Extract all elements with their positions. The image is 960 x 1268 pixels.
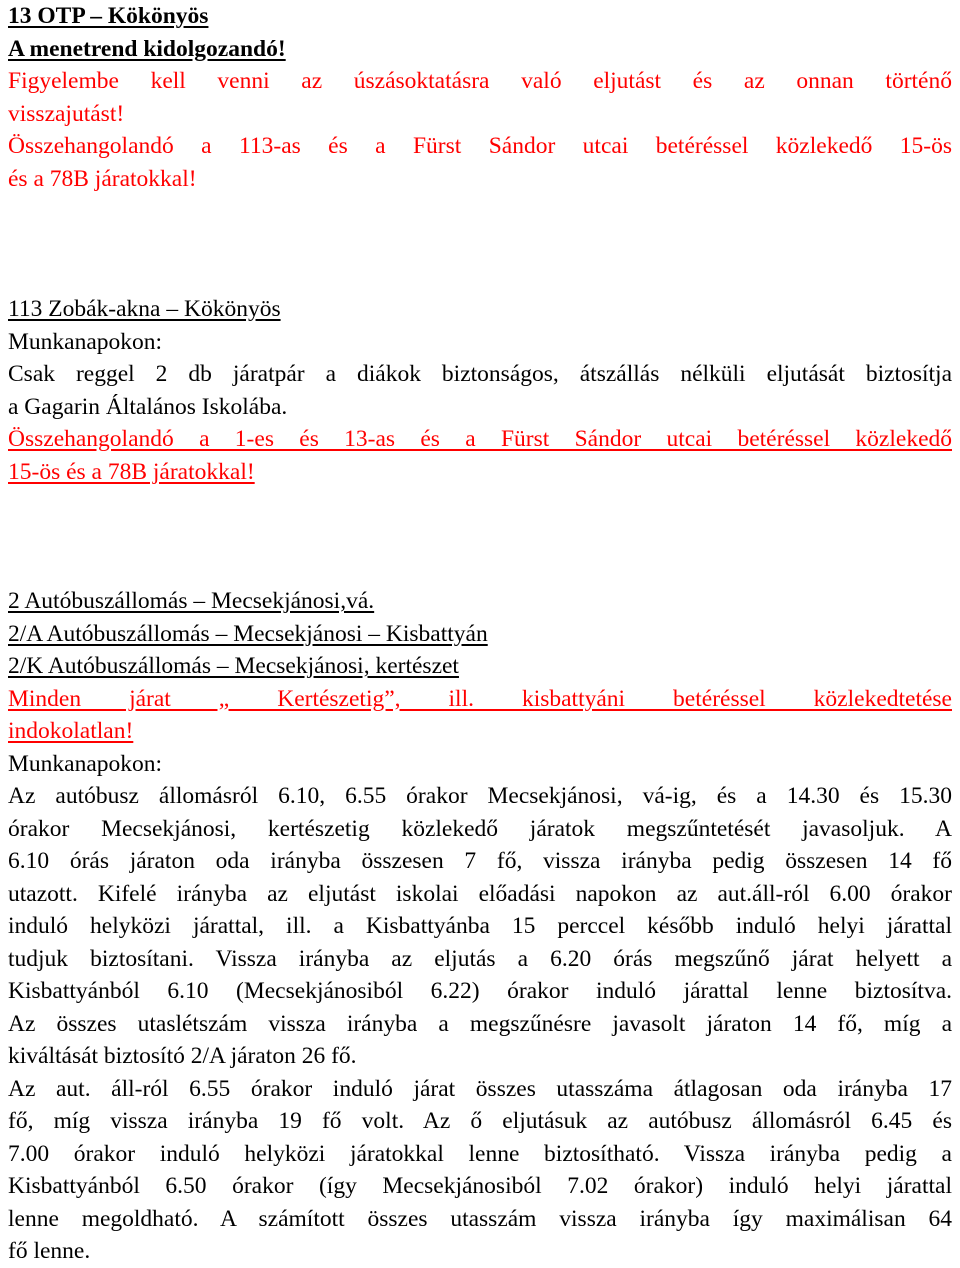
body-line: lenne megoldható. A számított összes utasszám vissza irányba így maximálisan 64 <box>8 1205 952 1232</box>
paragraph-1 <box>8 780 952 1073</box>
route-2-title: 2 Autóbuszállomás – Mecsekjánosi,vá. <box>8 588 375 614</box>
route-2a-title: 2/A Autóbuszállomás – Mecsekjánosi – Kisbattyán <box>8 620 488 647</box>
route-13-title: 13 OTP – Kökönyös <box>8 3 209 29</box>
body-line: Az aut. áll-ról 6.55 órakor induló járat összes utasszáma átlagosan oda irányba 17 <box>8 1075 952 1102</box>
body-line: tudjuk biztosítani. Vissza irányba az eljutás a 6.20 órás megszűnő járat helyett a <box>8 945 952 972</box>
body-line: 7.00 órakor induló helyközi járatokkal lenne biztosítható. Vissza irányba pedig a <box>8 1140 952 1167</box>
body-line: Az összes utaslétszám vissza irányba a megszűnésre javasolt járaton 14 fő, míg a <box>8 1010 952 1037</box>
weekday-label: Munkanapokon: <box>8 328 163 355</box>
route-2k-title: 2/K Autóbuszállomás – Mecsekjánosi, kertészet <box>8 653 459 679</box>
section-113 <box>8 293 952 488</box>
body-line: fő lenne. <box>8 1238 91 1264</box>
body-line: Kisbattyánból 6.10 (Mecsekjánosiból 6.22) órakor induló járattal lenne biztosítva. <box>8 978 952 1004</box>
red-note-line: Minden járat „ Kertészetig”, ill. kisbattyáni betéréssel közlekedtetése <box>8 685 952 712</box>
red-note-line: Figyelembe kell venni az úszásoktatásra való eljutást és az onnan történő <box>8 68 952 94</box>
route-13-note: A menetrend kidolgozandó! <box>8 35 286 62</box>
body-line: órakor Mecsekjánosi, kertészetig közlekedő járatok megszűntetését javasoljuk. A <box>8 815 952 842</box>
body-line: fő, míg vissza irányba 19 fő volt. Az ő eljutásuk az autóbusz állomásról 6.45 és <box>8 1108 952 1134</box>
body-line: Kisbattyánból 6.50 órakor (így Mecsekjánosiból 7.02 órakor) induló helyi járattal <box>8 1173 952 1199</box>
body-line: 6.10 órás járaton oda irányba összesen 7 fő, vissza irányba pedig összesen 14 fő <box>8 848 952 874</box>
paragraph-2 <box>8 1073 952 1268</box>
body-line: kiváltását biztosító 2/A járaton 26 fő. <box>8 1043 357 1069</box>
section-spacer <box>8 195 952 293</box>
red-note-line: Összehangolandó a 1-es és 13-as és a Fürst Sándor utcai betéréssel közlekedő <box>8 426 952 452</box>
route-113-title: 113 Zobák-akna – Kökönyös <box>8 296 281 322</box>
section-13-otp <box>8 0 952 195</box>
body-line: Csak reggel 2 db járatpár a diákok biztonságos, átszállás nélküli eljutását biztosítja <box>8 361 952 387</box>
red-note-line: Összehangolandó a 113-as és a Fürst Sándor utcai betéréssel közlekedő 15-ös <box>8 133 952 159</box>
section-spacer <box>8 488 952 585</box>
weekday-label: Munkanapokon: <box>8 750 163 777</box>
body-line: a Gagarin Általános Iskolába. <box>8 393 288 420</box>
red-note-line: visszajutást! <box>8 100 125 127</box>
body-line: induló helyközi járattal, ill. a Kisbattyánba 15 perccel később induló helyi járattal <box>8 913 952 939</box>
red-note-line: 15-ös és a 78B járatokkal! <box>8 458 255 485</box>
section-2-routes <box>8 585 952 1268</box>
body-line: utazott. Kifelé irányba az eljutást iskolai előadási napokon az aut.áll-ról 6.00 órakor <box>8 880 952 907</box>
body-line: Az autóbusz állomásról 6.10, 6.55 órakor Mecsekjánosi, vá-ig, és a 14.30 és 15.30 <box>8 783 952 809</box>
red-note-line: indokolatlan! <box>8 718 134 744</box>
red-note-line: és a 78B járatokkal! <box>8 165 197 192</box>
